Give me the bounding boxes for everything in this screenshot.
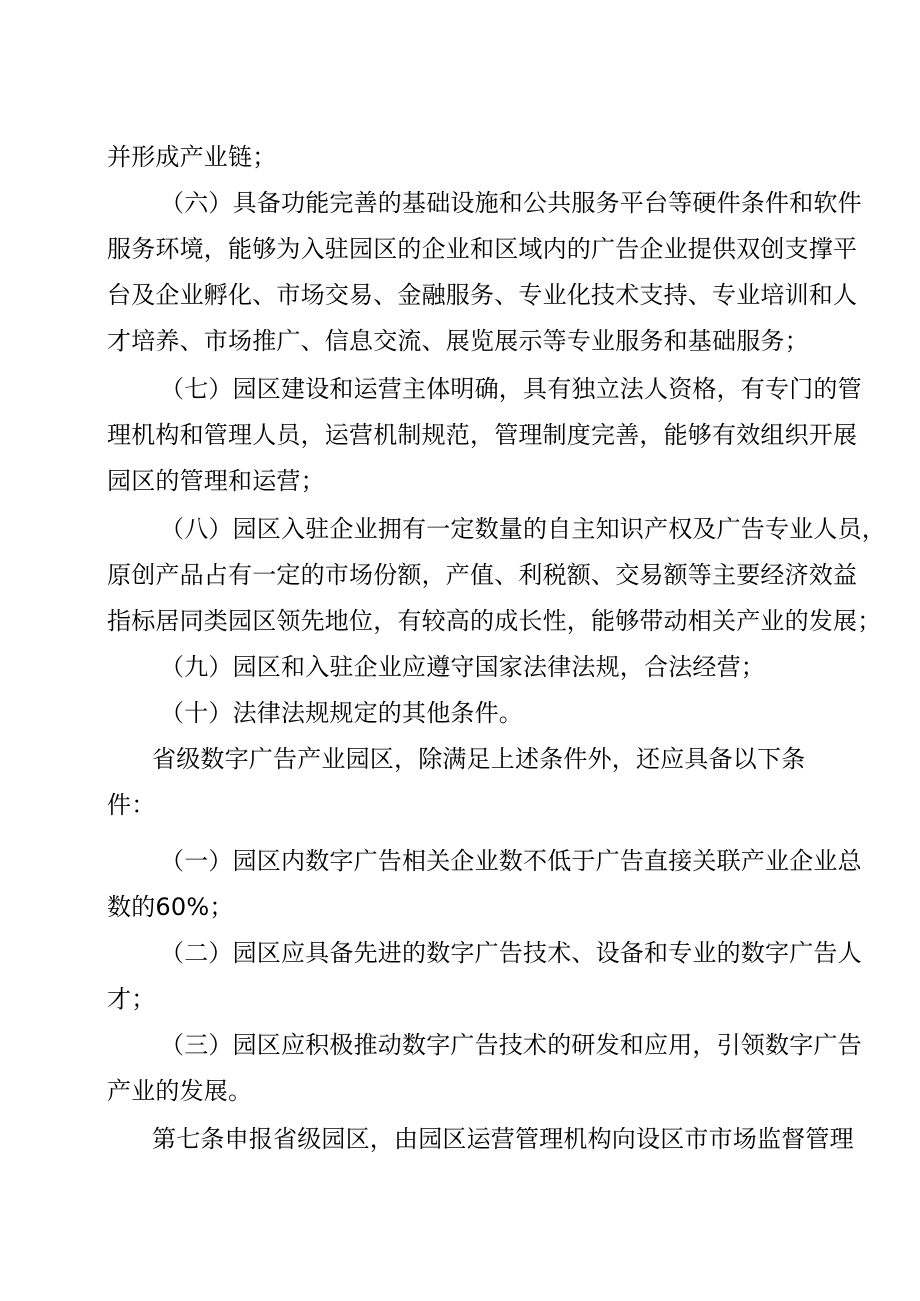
text-line: 数的60%； [107, 893, 234, 921]
text-line: （二）园区应具备先进的数字广告技术、设备和专业的数字广告人 [160, 939, 862, 967]
text-line: 台及企业孵化、市场交易、金融服务、专业化技术支持、专业培训和人 [107, 281, 858, 309]
text-line: （九）园区和入驻企业应遵守国家法律法规，合法经营； [160, 653, 765, 681]
text-line: 指标居同类园区领先地位，有较高的成长性，能够带动相关产业的发展； [107, 607, 882, 635]
text-line: 省级数字广告产业园区，除满足上述条件外，还应具备以下条 [152, 745, 806, 773]
text-line: （十）法律法规规定的其他条件。 [160, 699, 523, 727]
text-line: 才培养、市场推广、信息交流、展览展示等专业服务和基础服务； [107, 327, 809, 355]
text-line: 并形成产业链； [107, 143, 277, 171]
text-line: （六）具备功能完善的基础设施和公共服务平台等硬件条件和软件 [160, 189, 862, 217]
text-line: 原创产品占有一定的市场份额，产值、利税额、交易额等主要经济效益 [107, 561, 858, 589]
text-line: （八）园区入驻企业拥有一定数量的自主知识产权及广告专业人员， [160, 515, 886, 543]
text-line: 服务环境，能够为入驻园区的企业和区域内的广告企业提供双创支撑平 [107, 235, 858, 263]
text-line: （三）园区应积极推动数字广告技术的研发和应用，引领数字广告 [160, 1031, 862, 1059]
text-line: （七）园区建设和运营主体明确，具有独立法人资格，有专门的管 [160, 375, 862, 403]
text-line: 园区的管理和运营； [107, 467, 325, 495]
text-line: （一）园区内数字广告相关企业数不低于广告直接关联产业企业总 [160, 847, 862, 875]
text-line: 第七条申报省级园区，由园区运营管理机构向设区市市场监督管理 [152, 1125, 854, 1153]
text-line: 产业的发展。 [107, 1077, 253, 1105]
text-line: 理机构和管理人员，运营机制规范，管理制度完善，能够有效组织开展 [107, 421, 858, 449]
text-line: 件： [107, 791, 156, 819]
text-line: 才； [107, 985, 156, 1013]
